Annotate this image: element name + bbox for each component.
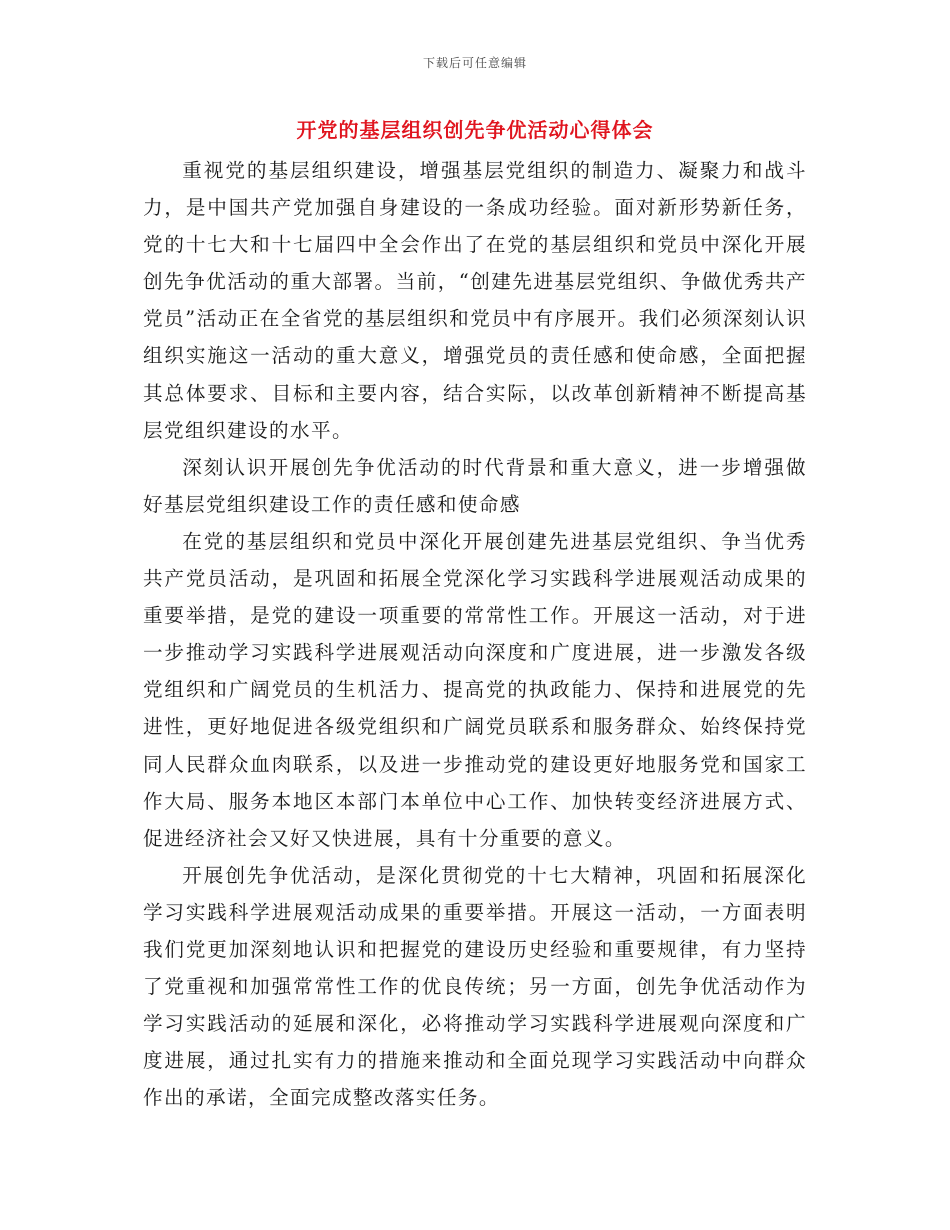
document-title: 开党的基层组织创先争优活动心得体会 — [296, 118, 654, 142]
paragraph-intro: 重视党的基层组织建设，增强基层党组织的制造力、凝聚力和战斗力，是中国共产党加强自身建设的一条成功经验。面对新形势新任务，党的十七大和十七届四中全会作出了在党的基层组织和党员中深化开展创先争优活动的重大部署。当前，“创建先进基层党组织、争做优秀共产党员”活动正在全省党的基层组织和党员中有序展开。我们必须深刻认识组织实施这一活动的重大意义，增强党员的责任感和使命感，全面把握其总体要求、目标和主要内容，结合实际，以改革创新精神不断提高基层党组织建设的水平。 — [143, 159, 807, 442]
paragraph-measures: 开展创先争优活动，是深化贯彻党的十七大精神，巩固和拓展深化学习实践科学进展观活动成果的重要举措。开展这一活动，一方面表明我们党更加深刻地认识和把握党的建设历史经验和重要规律，有力坚持了党重视和加强常常性工作的优良传统；另一方面，创先争优活动作为学习实践活动的延展和深化，必将推动学习实践科学进展观向深度和广度进展，通过扎实有力的措施来推动和全面兑现学习实践活动中向群众作出的承诺，全面完成整改落实任务。 — [143, 863, 807, 1110]
page-header-note: 下载后可任意编辑 — [422, 56, 527, 70]
document-body — [143, 152, 807, 1116]
paragraph-section-heading: 深刻认识开展创先争优活动的时代背景和重大意义，进一步增强做好基层党组织建设工作的责任感和使命感 — [143, 455, 807, 516]
paragraph-significance: 在党的基层组织和党员中深化开展创建先进基层党组织、争当优秀共产党员活动，是巩固和拓展全党深化学习实践科学进展观活动成果的重要举措，是党的建设一项重要的常常性工作。开展这一活动，对于进一步推动学习实践科学进展观活动向深度和广度进展，进一步激发各级党组织和广阔党员的生机活力、提高党的执政能力、保持和进展党的先进性，更好地促进各级党组织和广阔党员联系和服务群众、始终保持党同人民群众血肉联系，以及进一步推动党的建设更好地服务党和国家工作大局、服务本地区本部门本单位中心工作、加快转变经济进展方式、促进经济社会又好又快进展，具有十分重要的意义。 — [143, 529, 807, 850]
